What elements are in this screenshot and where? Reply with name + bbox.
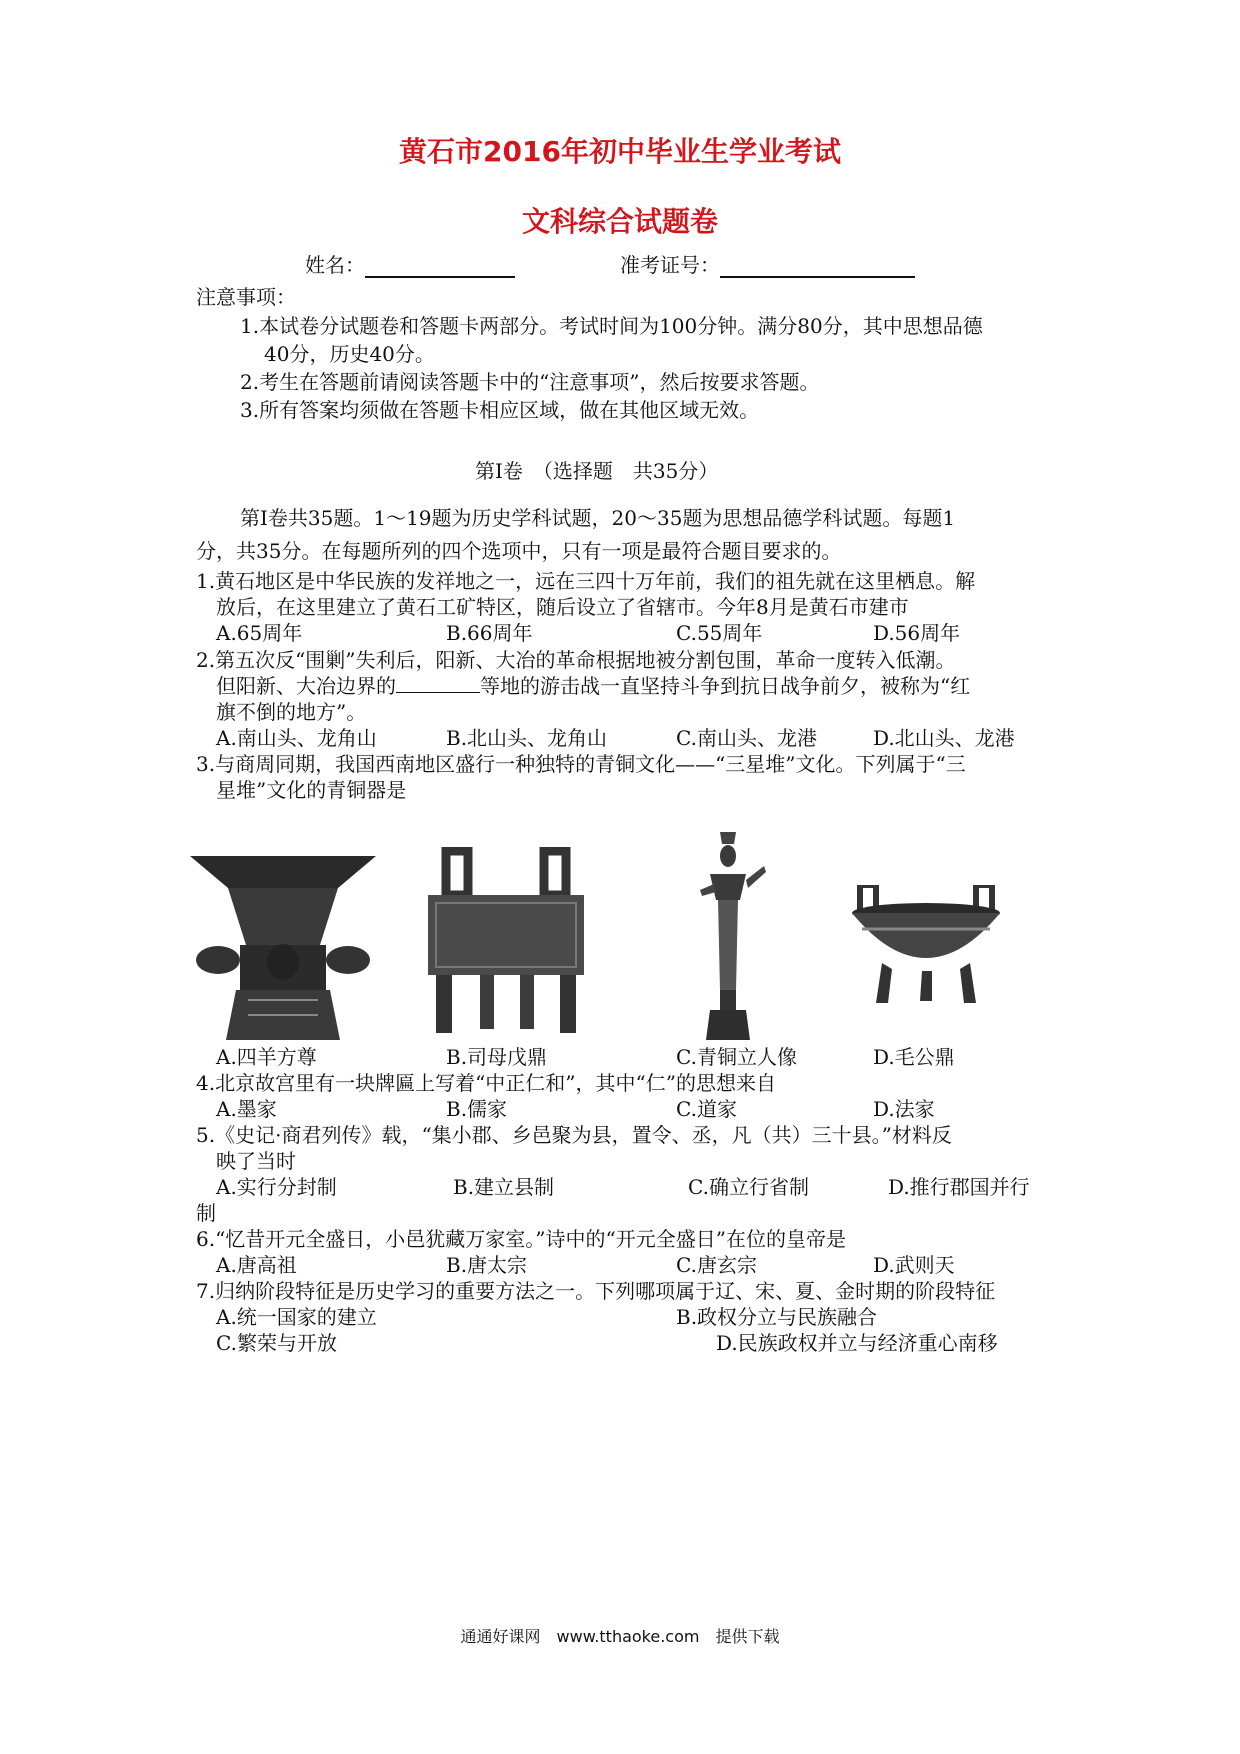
- q2-stem: [216, 673, 970, 699]
- name-blank: [365, 256, 515, 278]
- section-heading: 第Ⅰ卷 （选择题 共35分）: [475, 459, 719, 483]
- q1-option-c: C.55周年: [676, 621, 763, 645]
- q1-option-b: B.66周年: [446, 621, 533, 645]
- name-label: 姓名：: [305, 253, 365, 277]
- q6-option-b: B.唐太宗: [446, 1253, 528, 1277]
- q2-option-c: C.南山头、龙港: [676, 726, 817, 750]
- notice-item: 3.所有答案均须做在答题卡相应区域，做在其他区域无效。: [240, 398, 760, 422]
- q1-option-d: D.56周年: [873, 621, 961, 645]
- four-ram-zun-image: [188, 850, 378, 1045]
- q2-stem: 2.第五次反“围剿”失利后，阳新、大冶的革命根据地被分割包围，革命一度转入低潮。: [196, 648, 956, 672]
- simuwu-ding-image: [418, 847, 594, 1037]
- q5-stem: 映了当时: [216, 1149, 296, 1173]
- q2-option-d: D.北山头、龙港: [873, 726, 1015, 750]
- q3-option-a: A.四羊方尊: [216, 1045, 317, 1069]
- intro-line: 第Ⅰ卷共35题。1～19题为历史学科试题，20～35题为思想品德学科试题。每题1: [240, 506, 956, 530]
- q6-option-c: C.唐玄宗: [676, 1253, 757, 1277]
- notice-heading: 注意事项：: [196, 285, 296, 309]
- q3-option-b: B.司母戊鼎: [446, 1045, 548, 1069]
- q7-option-a: A.统一国家的建立: [216, 1305, 377, 1329]
- q4-option-d: D.法家: [873, 1097, 935, 1121]
- q5-option-d-wrap: 制: [196, 1201, 216, 1225]
- q5-stem: 5.《史记·商君列传》载，“集小郡、乡邑聚为县，置令、丞，凡（共）三十县。”材料反: [196, 1123, 952, 1147]
- id-label: 准考证号：: [620, 253, 720, 277]
- id-field-row: [620, 252, 915, 278]
- page-footer: 通通好课网 www.tthaoke.com 提供下载: [460, 1627, 780, 1646]
- intro-line: 分，共35分。在每题所列的四个选项中，只有一项是最符合题目要求的。: [196, 539, 842, 563]
- q5-option-c: C.确立行省制: [688, 1175, 809, 1199]
- exam-title: 黄石市2016年初中毕业生学业考试: [399, 135, 841, 168]
- q1-option-a: A.65周年: [216, 621, 303, 645]
- q1-stem: 放后，在这里建立了黄石工矿特区，随后设立了省辖市。今年8月是黄石市建市: [216, 595, 909, 619]
- q2-answer-blank: [396, 674, 480, 693]
- q4-option-a: A.墨家: [216, 1097, 277, 1121]
- q6-option-d: D.武则天: [873, 1253, 955, 1277]
- notice-item: 1.本试卷分试题卷和答题卡两部分。考试时间为100分钟。满分80分，其中思想品德: [240, 314, 983, 338]
- q3-stem: 3.与商周同期，我国西南地区盛行一种独特的青铜文化——“三星堆”文化。下列属于“三: [196, 752, 966, 776]
- q3-option-d: D.毛公鼎: [873, 1045, 955, 1069]
- q5-option-a: A.实行分封制: [216, 1175, 337, 1199]
- q1-stem: 1.黄石地区是中华民族的发祥地之一，远在三四十万年前，我们的祖先就在这里栖息。解: [196, 569, 976, 593]
- exam-subtitle: 文科综合试题卷: [521, 205, 718, 238]
- bronze-standing-figure-image: [690, 830, 770, 1042]
- q2-stem-post: 等地的游击战一直坚持斗争到抗日战争前夕，被称为“红: [480, 674, 971, 698]
- q3-stem: 星堆”文化的青铜器是: [216, 778, 407, 802]
- q6-stem: 6.“忆昔开元全盛日，小邑犹藏万家室。”诗中的“开元全盛日”在位的皇帝是: [196, 1227, 846, 1251]
- q5-option-b: B.建立县制: [453, 1175, 555, 1199]
- q7-stem: 7.归纳阶段特征是历史学习的重要方法之一。下列哪项属于辽、宋、夏、金时期的阶段特征: [196, 1279, 996, 1303]
- q7-option-b: B.政权分立与民族融合: [676, 1305, 878, 1329]
- notice-item: 2.考生在答题前请阅读答题卡中的“注意事项”，然后按要求答题。: [240, 370, 820, 394]
- q4-option-b: B.儒家: [446, 1097, 508, 1121]
- q2-option-b: B.北山头、龙角山: [446, 726, 608, 750]
- q5-option-d: D.推行郡国并行: [888, 1175, 1030, 1199]
- id-blank: [720, 256, 915, 278]
- maogong-ding-image: [848, 885, 1006, 1005]
- name-field-row: [305, 252, 515, 278]
- q2-stem-pre: 但阳新、大冶边界的: [216, 674, 396, 698]
- q7-option-c: C.繁荣与开放: [216, 1331, 337, 1355]
- q6-option-a: A.唐高祖: [216, 1253, 297, 1277]
- q3-option-c: C.青铜立人像: [676, 1045, 797, 1069]
- q4-stem: 4.北京故宫里有一块牌匾上写着“中正仁和”，其中“仁”的思想来自: [196, 1071, 776, 1095]
- notice-item: 40分，历史40分。: [264, 342, 435, 366]
- q2-option-a: A.南山头、龙角山: [216, 726, 377, 750]
- q7-option-d: D.民族政权并立与经济重心南移: [716, 1331, 998, 1355]
- q2-stem: 旗不倒的地方”。: [216, 700, 367, 724]
- q4-option-c: C.道家: [676, 1097, 737, 1121]
